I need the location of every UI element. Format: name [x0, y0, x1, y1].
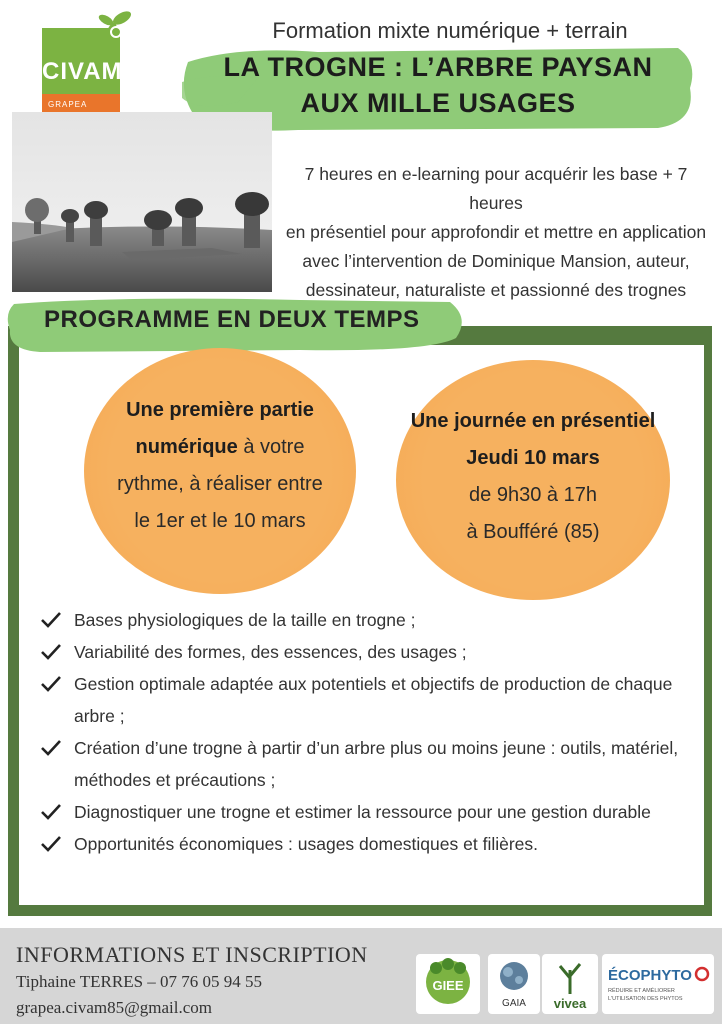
ecophyto-sub-1: RÉDUIRE ET AMÉLIORER	[608, 988, 675, 994]
ecophyto-icon	[602, 954, 714, 1014]
onsite-day-text	[396, 403, 670, 551]
sprout-icon	[92, 8, 136, 52]
pollard-trees-photo	[12, 112, 272, 292]
list-item: Gestion optimale adaptée aux potentiels et objectifs de production de chaque arbre ;	[40, 668, 680, 732]
vivea-logo	[542, 954, 598, 1014]
subtitle: Formation mixte numérique + terrain	[272, 18, 628, 43]
ecophyto-logo	[602, 954, 714, 1014]
online-part-text-4: le 1er et le 10 mars	[134, 510, 306, 532]
topics-list	[40, 604, 680, 860]
title-line-2: AUX MILLE USAGES	[300, 88, 576, 118]
ecophyto-label: ÉCOPHYTO	[608, 967, 692, 984]
intro-line: en présentiel pour approfondir et mettre en application	[285, 222, 707, 242]
checkmark-icon	[40, 803, 62, 821]
intro-text	[280, 160, 712, 305]
program-title: PROGRAMME EN DEUX TEMPS	[44, 306, 420, 333]
online-part-text-3: rythme, à réaliser entre	[117, 473, 323, 495]
contact-email[interactable]: grapea.civam85@gmail.com	[16, 998, 212, 1017]
ecophyto-sub-2: L'UTILISATION DES PHYTOS	[608, 996, 683, 1002]
gaia-logo	[488, 954, 540, 1014]
checkmark-icon	[40, 611, 62, 629]
list-item: Bases physiologiques de la taille en trogne ;	[40, 604, 680, 636]
civam-logo	[42, 28, 123, 118]
intro-line: avec l’intervention de Dominique Mansion, auteur,	[302, 251, 690, 271]
list-item: Variabilité des formes, des essences, des usages ;	[40, 636, 680, 668]
intro-line: dessinateur, naturaliste et passionné des trognes	[305, 280, 687, 300]
vivea-icon	[542, 954, 598, 1014]
list-item: Diagnostiquer une trogne et estimer la ressource pour une gestion durable	[40, 796, 680, 828]
checkmark-icon	[40, 675, 62, 693]
info-title: INFORMATIONS ET INSCRIPTION	[16, 942, 368, 967]
online-part-text-2: à votre	[237, 436, 305, 458]
onsite-day-heading: Une journée en présentiel	[410, 410, 656, 432]
logo-name: CIVAM	[42, 58, 123, 85]
checkmark-icon	[40, 835, 62, 853]
onsite-day-location: à Boufféré (85)	[466, 521, 600, 543]
logo-sub: GRAPEA	[48, 100, 88, 109]
list-item: Création d’une trogne à partir d’un arbre plus ou moins jeune : outils, matériel, méthodes et précautions ;	[40, 732, 680, 796]
checkmark-icon	[40, 643, 62, 661]
gaia-label: GAIA	[502, 998, 526, 1009]
online-part-text	[84, 392, 356, 540]
intro-line: 7 heures en e-learning pour acquérir les base + 7 heures	[304, 164, 688, 213]
online-part-heading: Une première partie	[126, 399, 314, 421]
checkmark-icon	[40, 739, 62, 757]
gaia-icon	[488, 954, 540, 1014]
list-item: Opportunités économiques : usages domestiques et filières.	[40, 828, 680, 860]
online-part-keyword: numérique	[135, 436, 238, 458]
title-line-1: LA TROGNE : L’ARBRE PAYSAN	[223, 52, 653, 82]
giee-label: GIEE	[432, 978, 464, 993]
vivea-label: vivea	[553, 996, 587, 1011]
contact-phone: Tiphaine TERRES – 07 76 05 94 55	[16, 972, 263, 991]
onsite-day-date: Jeudi 10 mars	[466, 447, 600, 469]
giee-logo	[416, 954, 480, 1014]
onsite-day-hours: de 9h30 à 17h	[469, 484, 597, 506]
giee-icon	[416, 954, 480, 1014]
